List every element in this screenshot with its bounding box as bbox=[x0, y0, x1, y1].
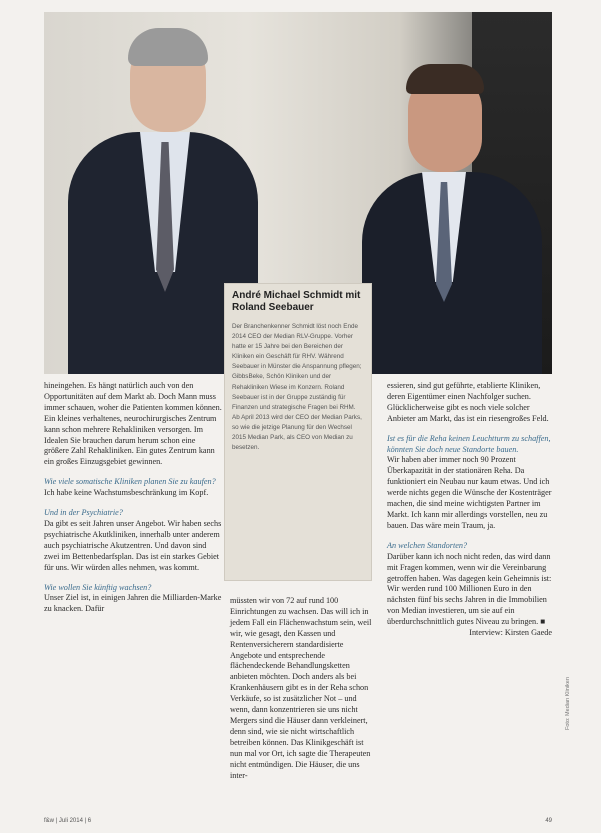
photo-caption-box bbox=[224, 283, 372, 581]
interview-question: An welchen Standorten? bbox=[387, 540, 468, 550]
photo-credit: Foto: Median Kliniken bbox=[565, 677, 571, 730]
article-paragraph: hineingehen. Es hängt natürlich auch von den Opportunitäten auf dem Markt ab. Doch Mann muss immer schauen, woher die Patienten kommen können. Ein kleines verhaltenes, neurochirurgisches Zentrum kann schon mehrere Rehakliniken versorgen. Im Idealen Sie brauchen darum herum schon eine größere Zahl Rehakliniken. Ein gutes Zentrum kann ein großes Einzugsgebiet gewinnen. bbox=[44, 381, 222, 467]
page-number: 49 bbox=[545, 818, 552, 824]
article-column-3 bbox=[387, 381, 552, 639]
interview-question: Wie viele somatische Kliniken planen Sie zu kaufen? bbox=[44, 477, 216, 487]
caption-body: Der Branchenkenner Schmidt löst noch Ende 2014 CEO der Median RLV-Gruppe. Vorher hatte er 15 Jahre bei den Bereichen der Kliniken ein Geschäft für RHV. Während Seebauer in Münster die Anspannung pflegen; GibbsBeke, Schön Kliniken und der Rehakliniken Wiese im Konzern. Roland Seebauer ist in der Gruppe zuständig für Finanzen und strategische Fragen bei RHM. Ab April 2013 wird der CEO der Median Parks, so wie die jetzige Planung für den Wechsel 2015 Median Park, als CEO von Median zu besetzen. bbox=[232, 323, 362, 452]
article-column-1 bbox=[44, 381, 222, 615]
article-paragraph: Ich habe keine Wachstumsbeschränkung im Kopf. bbox=[44, 488, 209, 498]
article-paragraph: müssten wir von 72 auf rund 100 Einrichtungen zu wachsen. Das will ich in jedem Fall ein Flächenwachstum sein, weil wir, wie gesagt, den Kassen und Rentenversicherern standardisierte Angebote und entsprechende flächendeckende Behandlungsketten anbieten möchten. Doch anders als bei Krankenhäusern gibt es in der Reha schon Verkäufe, so ist zusätzlicher Not – und wenn, dann konzentrieren sie uns nicht Mergers sind die Häuser dann verkleinert, denn sind, wie sie nicht wirtschaftlich betreiben können. Das Klinikgeschäft ist nun mal vor Ort, ich sagte die Therapeuten nicht entmündigen. Die Häuser, die uns inter- bbox=[230, 596, 372, 780]
article-paragraph: Unser Ziel ist, in einigen Jahren die Milliarden-Marke zu knacken. Dafür bbox=[44, 593, 222, 614]
interview-question: Und in der Psychiatrie? bbox=[44, 508, 123, 518]
article-column-2 bbox=[230, 596, 373, 781]
interview-question: Wie wollen Sie künftig wachsen? bbox=[44, 582, 152, 592]
person-right-hair bbox=[406, 64, 484, 94]
caption-title: André Michael Schmidt mit Roland Seebauer bbox=[232, 290, 361, 313]
interview-question: Ist es für die Reha keinen Leuchtturm zu schaffen, könnten Sie doch neue Standorte bauen. bbox=[387, 433, 551, 454]
article-paragraph: Darüber kann ich noch nicht reden, das wird dann mit Fragen kommen, wenn wir die Vereinbarung getroffen haben. Was dagegen kein Geheimnis ist: Wir werden rund 100 Millionen Euro in den nächsten fünf bis sechs Jahren in die Immobilien von Median investieren, um sie auf ein überdurchschnittlich gutes Niveau zu bringen. ■ bbox=[387, 551, 552, 627]
footer-issue: f&w | Juli 2014 | 6 bbox=[44, 818, 92, 824]
interview-byline: Interview: Kirsten Gaede bbox=[469, 628, 552, 638]
article-paragraph: Wir haben aber immer noch 90 Prozent Überkapazität in der stationären Reha. Da funktioniert ein Neubau nur kaum etwas. Und ich werde nichts gegen die Wünsche der Kostenträger machen, die sind meine wichtigsten Partner im Markt. Ich kann mir allerdings vorstellen, neu zu bauen. Das wäre mein Traum, ja. bbox=[387, 455, 552, 530]
article-paragraph: Da gibt es seit Jahren unser Angebot. Wir haben sechs psychiatrische Akutkliniken, innerhalb unter anderem auch psychiatrische Akutzentren. Und davon sind zwei im Bettenbedarfsplan. Das ist ein starkes Gebiet für uns. Wir würden alles nehmen, was kommt. bbox=[44, 518, 222, 572]
article-paragraph: essieren, sind gut geführte, etablierte Kliniken, deren Eigentümer einen Nachfolger suchen. Glücklicherweise gibt es noch viele solcher Anbieter am Markt, das ist ein riesengroßes Feld. bbox=[387, 381, 549, 423]
person-left-hair bbox=[128, 28, 208, 66]
